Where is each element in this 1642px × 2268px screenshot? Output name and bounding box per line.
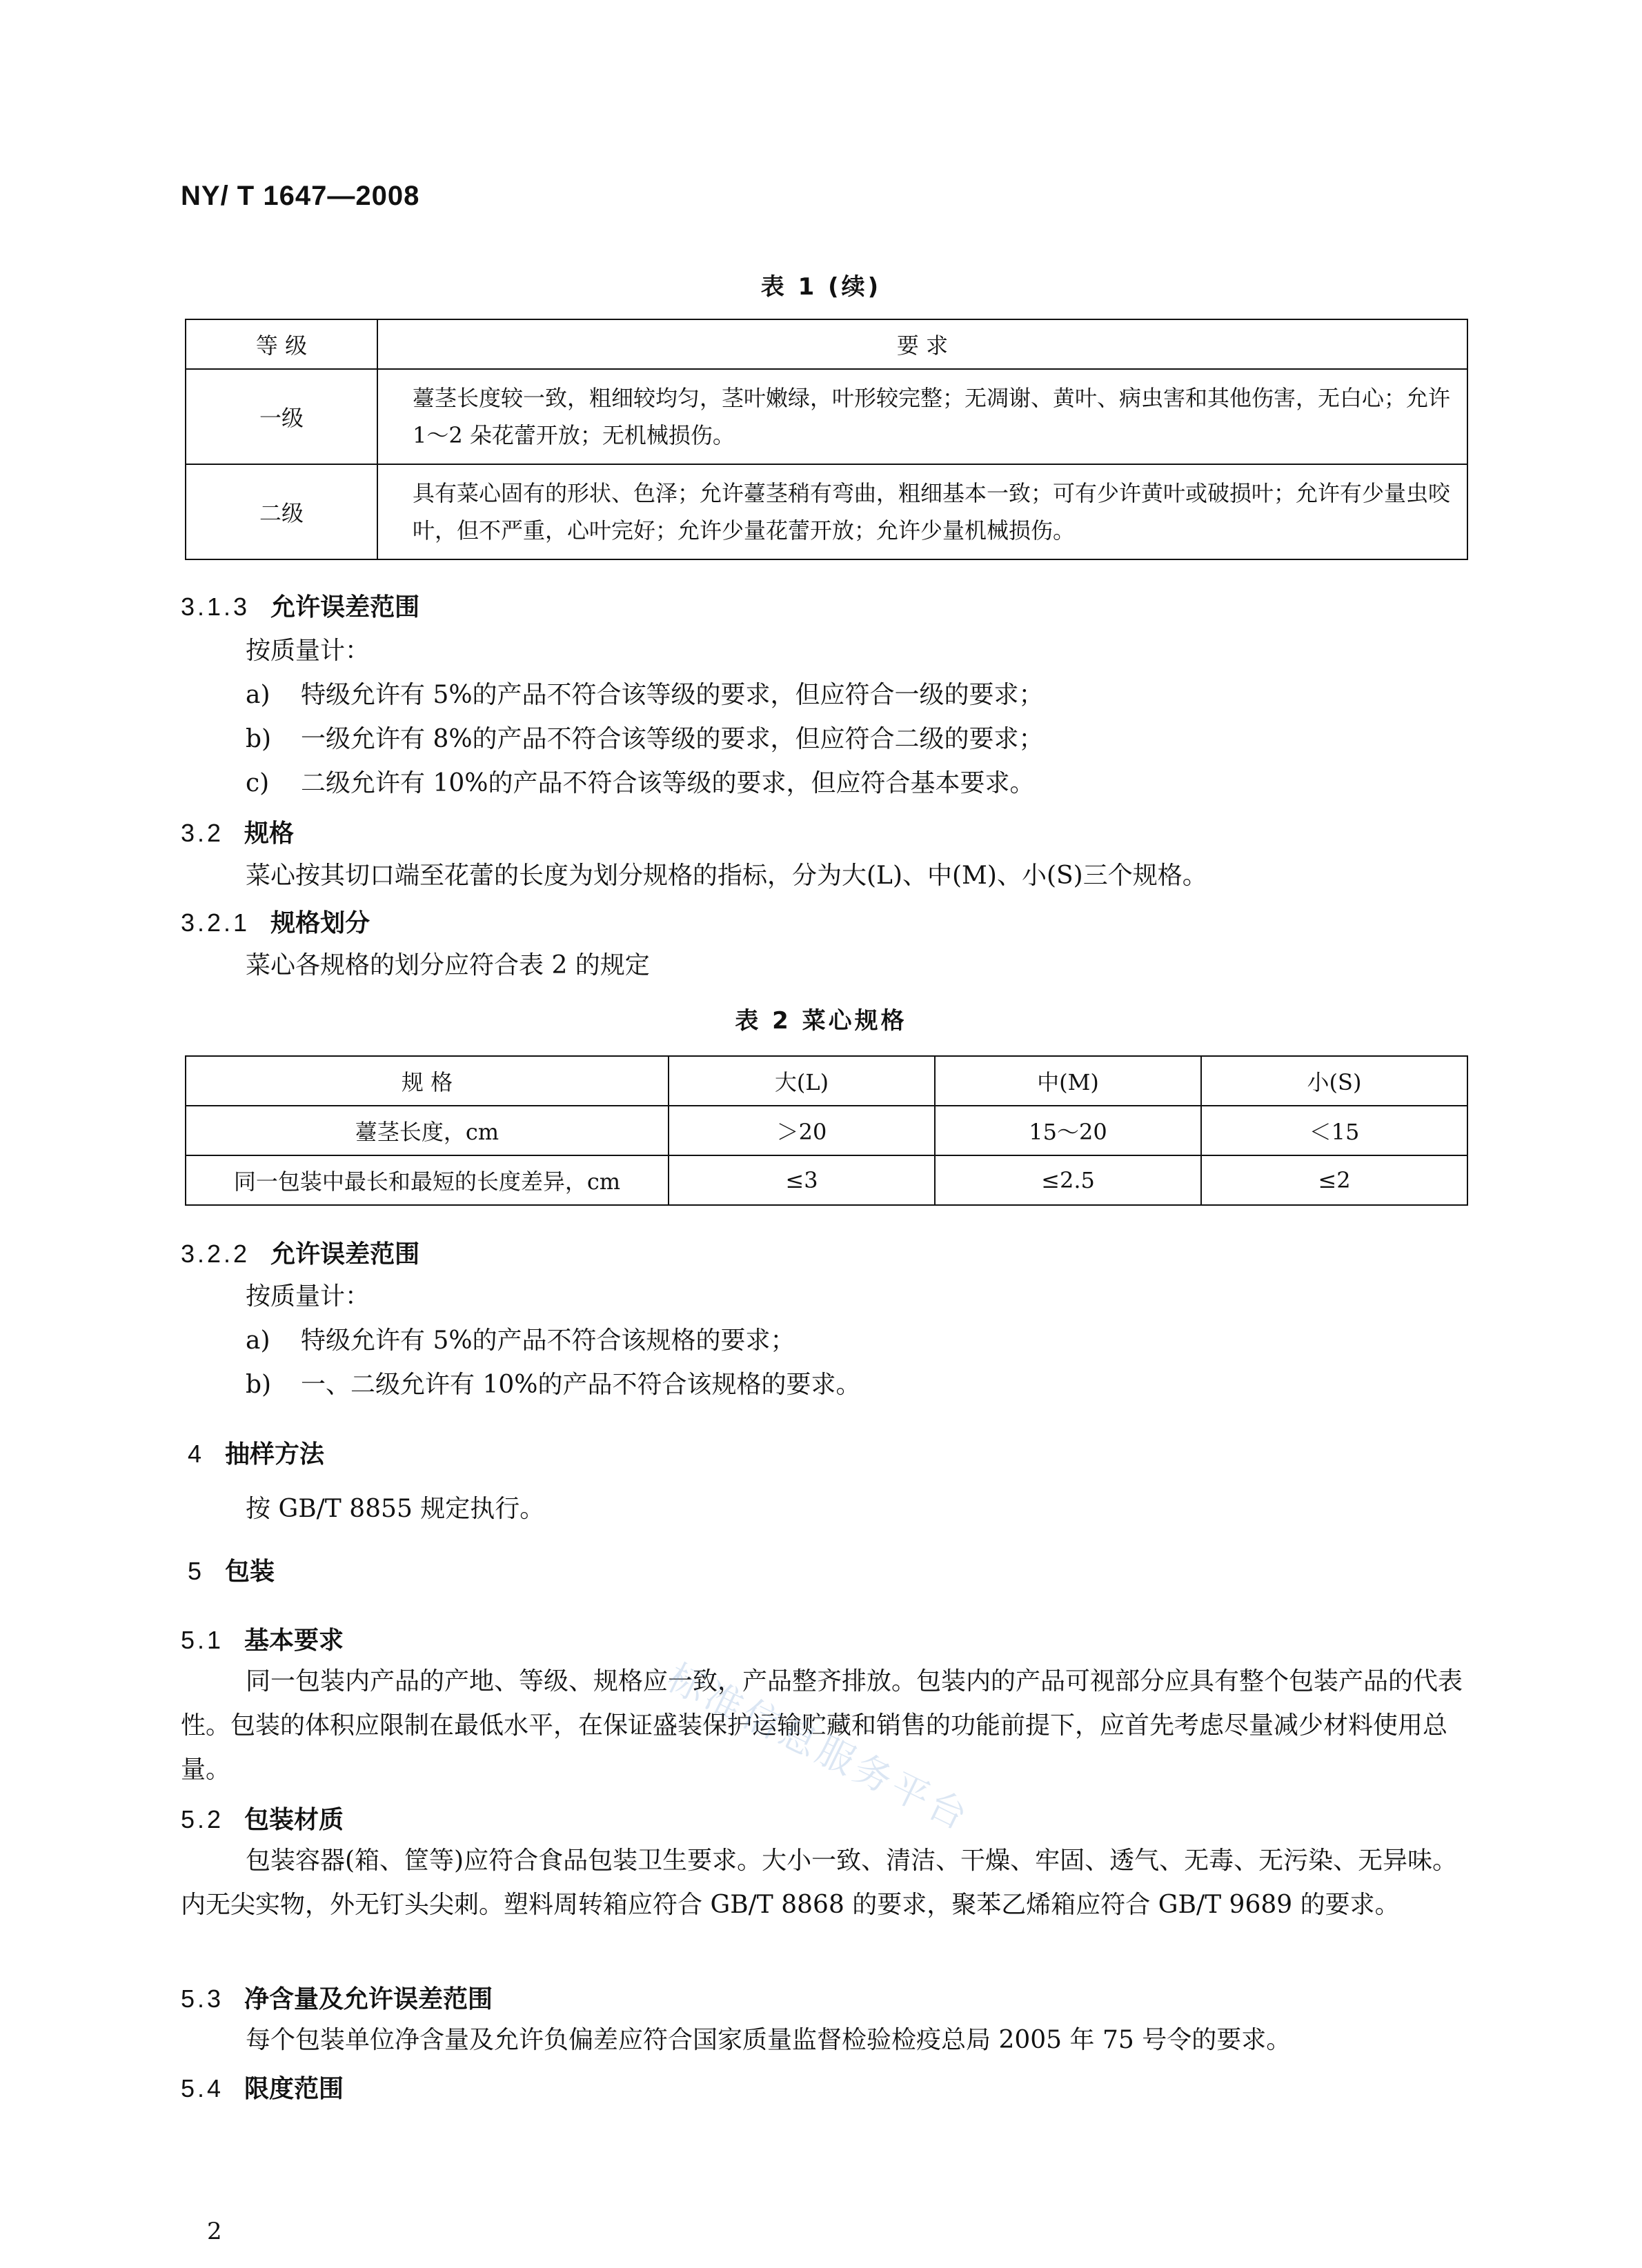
table2-header-small: 小(S) xyxy=(1201,1056,1467,1106)
section-4-heading: 4 抽样方法 xyxy=(188,1440,325,1469)
section-3-1-3-heading: 3.1.3 允许误差范围 xyxy=(181,593,420,621)
section-5-1-heading: 5.1 基本要求 xyxy=(181,1626,344,1655)
table-row xyxy=(186,369,1467,464)
table-cell: ≤2.5 xyxy=(935,1155,1201,1205)
section-3-2-1-heading: 3.2.1 规格划分 xyxy=(181,908,370,937)
size-spec-table xyxy=(185,1055,1468,1206)
table-row xyxy=(186,1106,1467,1155)
table-row xyxy=(186,464,1467,559)
section-5-1-text: 同一包装内产品的产地、等级、规格应一致，产品整齐排放。包装内的产品可视部分应具有整个包装产品的代表性。包装的体积应限制在最低水平，在保证盛装保护运输贮藏和销售的功能前提下，应首先考虑尽量减少材料使用总量。 xyxy=(181,1667,1463,1784)
table1-grade-cell: 二级 xyxy=(186,464,377,559)
grade-requirements-table xyxy=(185,319,1468,560)
section-3-2-2-intro: 按质量计： xyxy=(246,1282,370,1311)
section-5-3-heading: 5.3 净含量及允许误差范围 xyxy=(181,1984,493,2013)
table-cell: 同一包装中最长和最短的长度差异，cm xyxy=(186,1155,669,1205)
table2-header-medium: 中(M) xyxy=(935,1056,1201,1106)
list-item: a) 特级允许有 5%的产品不符合该等级的要求，但应符合一级的要求； xyxy=(246,681,1044,709)
section-3-2-1-text: 菜心各规格的划分应符合表 2 的规定 xyxy=(246,951,650,979)
section-3-2-heading: 3.2 规格 xyxy=(181,819,295,848)
table-cell: ≤2 xyxy=(1201,1155,1467,1205)
section-5-heading: 5 包装 xyxy=(188,1557,275,1586)
table-cell: ＜15 xyxy=(1201,1106,1467,1155)
standard-code: NY/ T 1647—2008 xyxy=(181,181,420,211)
table-header-row xyxy=(186,1056,1467,1106)
table1-grade-cell: 一级 xyxy=(186,369,377,464)
list-item: b) 一、二级允许有 10%的产品不符合该规格的要求。 xyxy=(246,1371,861,1399)
watermark: 标准信息服务平台 xyxy=(660,1655,978,1840)
section-5-4-heading: 5.4 限度范围 xyxy=(181,2074,344,2103)
section-3-2-2-heading: 3.2.2 允许误差范围 xyxy=(181,1240,420,1269)
table-cell: 15～20 xyxy=(935,1106,1201,1155)
section-5-2-heading: 5.2 包装材质 xyxy=(181,1805,344,1834)
table2-header-large: 大(L) xyxy=(669,1056,935,1106)
list-item: b) 一级允许有 8%的产品不符合该等级的要求，但应符合二级的要求； xyxy=(246,725,1044,753)
table-row xyxy=(186,1155,1467,1205)
list-item: a) 特级允许有 5%的产品不符合该规格的要求； xyxy=(246,1326,795,1355)
table-cell: ≤3 xyxy=(669,1155,935,1205)
list-item: c) 二级允许有 10%的产品不符合该等级的要求，但应符合基本要求。 xyxy=(246,769,1035,797)
section-3-2-text: 菜心按其切口端至花蕾的长度为划分规格的指标，分为大(L)、中(M)、小(S)三个规格。 xyxy=(246,862,1207,890)
table-cell: 薹茎长度，cm xyxy=(186,1106,669,1155)
table1-requirement-cell: 具有菜心固有的形状、色泽；允许薹茎稍有弯曲，粗细基本一致；可有少许黄叶或破损叶；允许有少量虫咬叶，但不严重，心叶完好；允许少量花蕾开放；允许少量机械损伤。 xyxy=(377,464,1467,559)
section-4-text: 按 GB/T 8855 规定执行。 xyxy=(246,1495,545,1523)
section-3-1-3-intro: 按质量计： xyxy=(246,637,370,665)
table1-requirement-cell: 薹茎长度较一致，粗细较均匀，茎叶嫩绿，叶形较完整；无凋谢、黄叶、病虫害和其他伤害，无白心；允许1～2 朵花蕾开放；无机械损伤。 xyxy=(377,369,1467,464)
page-number: 2 xyxy=(207,2218,222,2245)
section-5-3-text: 每个包装单位净含量及允许负偏差应符合国家质量监督检验检疫总局 2005 年 75 号令的要求。 xyxy=(246,2026,1292,2054)
table1-header-grade: 等 级 xyxy=(186,319,377,369)
section-5-2-text: 包装容器(箱、筐等)应符合食品包装卫生要求。大小一致、清洁、干燥、牢固、透气、无毒、无污染、无异味。内无尖实物，外无钉头尖刺。塑料周转箱应符合 GB/T 8868 的要求，聚苯乙烯箱应符合 GB/T 9689 的要求。 xyxy=(181,1847,1458,1919)
table2-header-spec: 规 格 xyxy=(186,1056,669,1106)
table-cell: ＞20 xyxy=(669,1106,935,1155)
table1-title: 表 1 (续) xyxy=(760,273,882,301)
table2-title: 表 2 菜心规格 xyxy=(735,1007,907,1035)
table1-header-requirement: 要 求 xyxy=(377,319,1467,369)
